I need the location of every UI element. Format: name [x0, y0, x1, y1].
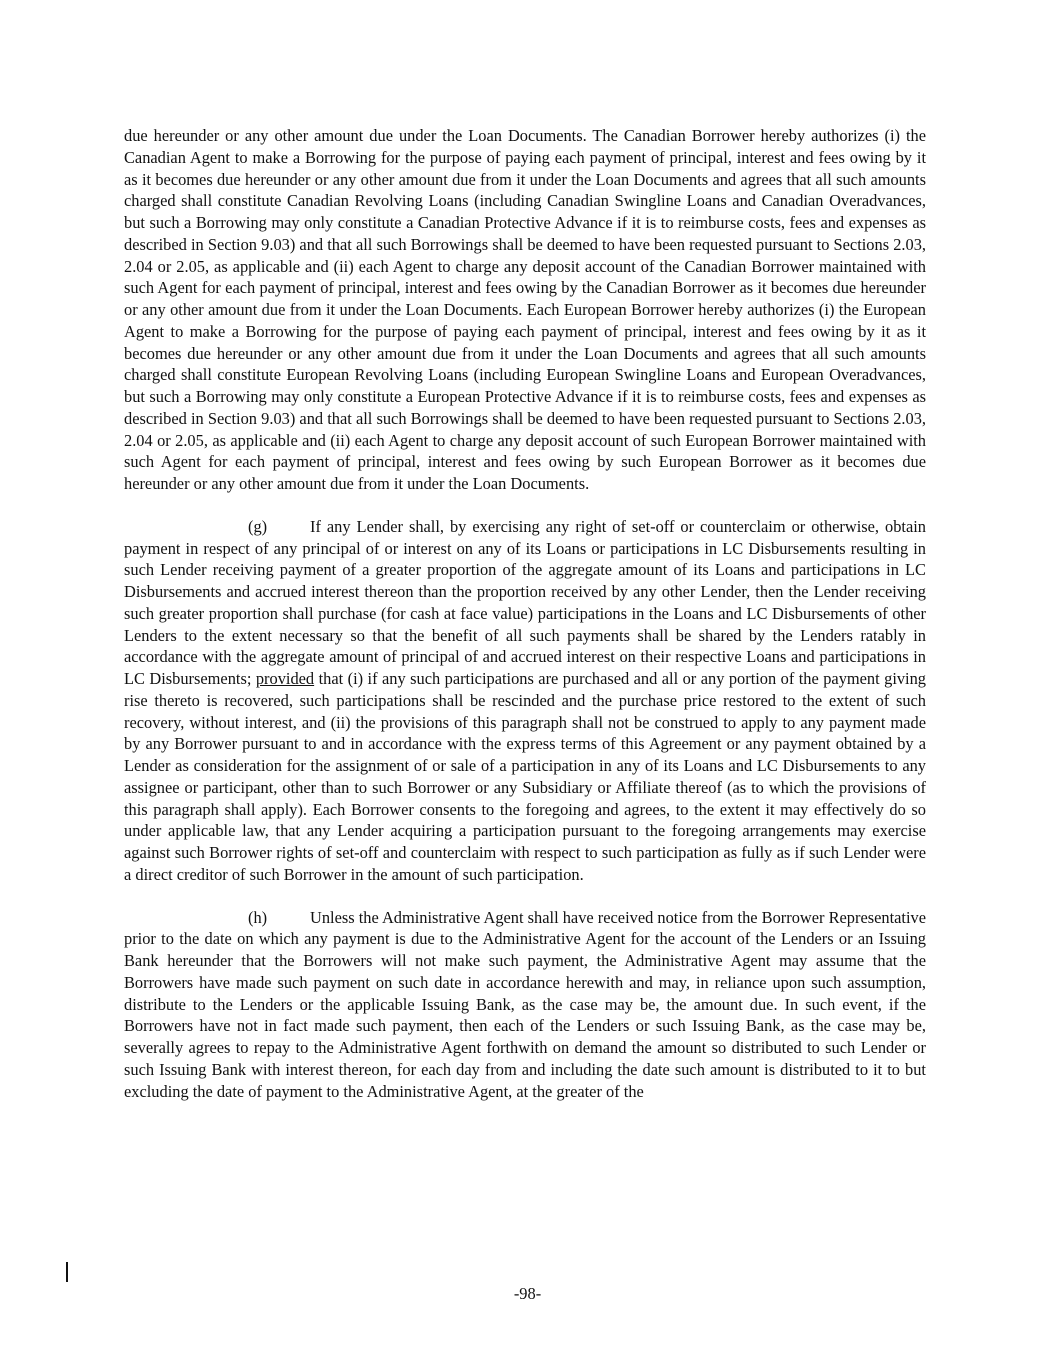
paragraph-g-label: (g)	[248, 516, 268, 536]
paragraph-h-label: (h)	[248, 907, 268, 927]
paragraph-g-text-before: If any Lender shall, by exercising any right of set-off or counterclaim or otherwise, obtain payment in respect of any principal of or interest on any of its Loans or participations in LC Disbursements resulting in such Lender receiving payment of a greater proportion of the aggregate amount of its Loans and participations in LC Disbursements and accrued interest thereon than the proportion received by any other Lender, then the Lender receiving such greater proportion shall purchase (for cash at face value) participations in the Loans and LC Disbursements of other Lenders to the extent necessary so that the benefit of all such payments shall be shared by the Lenders ratably in accordance with the aggregate amount of principal of and accrued interest on their respective Loans and participations in LC Disbursements;	[124, 516, 926, 688]
provided-term: provided	[255, 669, 315, 688]
document-body	[124, 125, 926, 1102]
paragraph-g-text-after: that (i) if any such participations are purchased and all or any portion of the payment giving rise thereto is recovered, such participations shall be rescinded and the purchase price restored to the extent of such recovery, without interest, and (ii) the provisions of this paragraph shall not be construed to apply to any payment made by any Borrower pursuant to and in accordance with the express terms of this Agreement or any payment obtained by a Lender as consideration for the assignment of or sale of a participation in any of its Loans and LC Disbursements to any assignee or participant, other than to such Borrower or any Subsidiary or Affiliate thereof (as to which the provisions of this paragraph shall apply). Each Borrower consents to the foregoing and agrees, to the extent it may effectively do so under applicable law, that any Lender acquiring a participation pursuant to the foregoing arrangements may exercise against such Borrower rights of set-off and counterclaim with respect to such participation as fully as if such Lender were a direct creditor of such Borrower in the amount of such participation.	[124, 669, 927, 884]
paragraph-h	[124, 907, 926, 1103]
paragraph-h-text: Unless the Administrative Agent shall have received notice from the Borrower Representative prior to the date on which any payment is due to the Administrative Agent for the account of the Lenders or an Issuing Bank hereunder that the Borrowers will not make such payment, the Administrative Agent may assume that the Borrowers have made such payment on such date in accordance herewith and may, in reliance upon such assumption, distribute to the Lenders or the applicable Issuing Bank, as the case may be, the amount due. In such event, if the Borrowers have not in fact made such payment, then each of the Lenders or such Issuing Bank, as the case may be, severally agrees to repay to the Administrative Agent forthwith on demand the amount so distributed to such Lender or such Issuing Bank with interest thereon, for each day from and including the date such amount is distributed to it to but excluding the date of payment to the Administrative Agent, at the greater of the	[124, 907, 926, 1101]
paragraph-g	[124, 516, 926, 886]
page-number: -98-	[513, 1284, 542, 1303]
paragraph-f-continuation: due hereunder or any other amount due under the Loan Documents. The Canadian Borrower hereby authorizes (i) the Canadian Agent to make a Borrowing for the purpose of paying each payment of principal, interest and fees owing by it as it becomes due hereunder or any other amount due from it under the Loan Documents and agrees that all such amounts charged shall constitute Canadian Revolving Loans (including Canadian Swingline Loans and Canadian Overadvances, but such a Borrowing may only constitute a Canadian Protective Advance if it is to reimburse costs, fees and expenses as described in Section 9.03) and that all such Borrowings shall be deemed to have been requested pursuant to Sections 2.03, 2.04 or 2.05, as applicable and (ii) each Agent to charge any deposit account of the Canadian Borrower maintained with such Agent for each payment of principal, interest and fees owing by the Canadian Borrower as it becomes due hereunder or any other amount due from it under the Loan Documents. Each European Borrower hereby authorizes (i) the European Agent to make a Borrowing for the purpose of paying each payment of principal, interest and fees owing by it as it becomes due hereunder or any other amount due from it under the Loan Documents and agrees that all such amounts charged shall constitute European Revolving Loans (including European Swingline Loans and European Overadvances, but such a Borrowing may only constitute a European Protective Advance if it is to reimburse costs, fees and expenses as described in Section 9.03) and that all such Borrowings shall be deemed to have been requested pursuant to Sections 2.03, 2.04 or 2.05, as applicable and (ii) each Agent to charge any deposit account of such European Borrower maintained with such Agent for each payment of principal, interest and fees owing by such European Borrower as it becomes due hereunder or any other amount due from it under the Loan Documents.	[124, 126, 926, 493]
revision-change-bar	[66, 1262, 68, 1282]
